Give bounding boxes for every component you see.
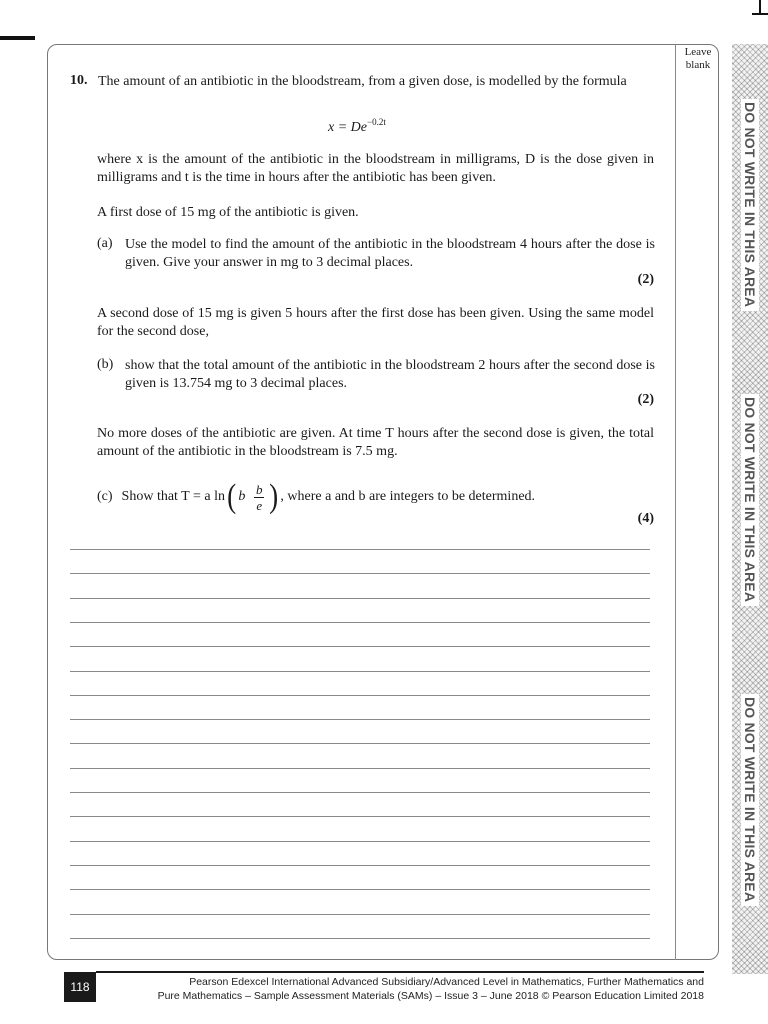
question-intro: The amount of an antibiotic in the bloodstream, from a given dose, is modelled by the formula (98, 74, 627, 89)
part-c-marks: (4) (637, 511, 654, 526)
leave-blank-column-divider (675, 44, 676, 960)
part-c-fraction (254, 482, 264, 513)
part-a-label: (a) (97, 236, 113, 251)
answer-line[interactable] (70, 768, 650, 769)
do-not-write-text: DO NOT WRITE IN THIS AREA (741, 694, 759, 905)
part-c-prefix: Show that T = a ln (121, 489, 225, 504)
answer-line[interactable] (70, 816, 650, 817)
do-not-write-banner (732, 697, 768, 903)
first-dose-text: A first dose of 15 mg of the antibiotic is given. (97, 205, 359, 220)
answer-line[interactable] (70, 573, 650, 574)
part-b-text: show that the total amount of the antibiotic in the bloodstream 2 hours after the second dose is given is 13.754 mg to 3 decimal places. (125, 358, 655, 391)
open-paren: ( (227, 478, 237, 515)
footer-rule (96, 971, 704, 973)
do-not-write-text: DO NOT WRITE IN THIS AREA (741, 99, 759, 310)
footer-line2: Pure Mathematics – Sample Assessment Materials (SAMs) – Issue 3 – June 2018 © Pearson Education Limited 2018 (157, 990, 704, 1002)
do-not-write-banner (732, 397, 768, 603)
page-edge-bar (0, 36, 35, 40)
answer-line[interactable] (70, 671, 650, 672)
answer-line[interactable] (70, 792, 650, 793)
question-number: 10. (70, 73, 88, 88)
close-paren: ) (269, 478, 279, 515)
footer-line1: Pearson Edexcel International Advanced Subsidiary/Advanced Level in Mathematics, Further Mathematics and (189, 976, 704, 988)
page-number: 118 (64, 972, 96, 1002)
part-c-b: b (238, 489, 246, 504)
answer-line[interactable] (70, 865, 650, 866)
answer-line[interactable] (70, 889, 650, 890)
answer-line[interactable] (70, 719, 650, 720)
part-c-line (97, 480, 535, 514)
part-a-text: Use the model to find the amount of the antibiotic in the bloodstream 4 hours after the dose is given. Give your answer in mg to 3 decimal places. (125, 237, 655, 270)
model-formula (328, 117, 386, 136)
part-c-suffix: , where a and b are integers to be determined. (280, 489, 536, 504)
formula-base: x = De (328, 120, 367, 135)
variable-definitions: where x is the amount of the antibiotic in the bloodstream in milligrams, D is the dose given in milligrams and t is the time in hours after the antibiotic has been given. (97, 152, 654, 185)
footer-text (100, 975, 704, 1003)
answer-line[interactable] (70, 841, 650, 842)
answer-line[interactable] (70, 695, 650, 696)
answer-line[interactable] (70, 646, 650, 647)
do-not-write-text: DO NOT WRITE IN THIS AREA (741, 394, 759, 605)
part-b-marks: (2) (637, 392, 654, 407)
answer-line[interactable] (70, 598, 650, 599)
no-more-doses-text: No more doses of the antibiotic are given. At time T hours after the second dose is given, the total amount of the antibiotic in the bloodstream is 7.5 mg. (97, 426, 654, 459)
answer-line[interactable] (70, 938, 650, 939)
leave-blank-line1: Leave (684, 46, 712, 58)
crop-mark (752, 13, 768, 15)
leave-blank-label (677, 46, 719, 72)
crop-mark (759, 0, 761, 14)
fraction-denominator: e (256, 497, 263, 513)
second-dose-text: A second dose of 15 mg is given 5 hours after the first dose has been given. Using the same model for the second dose, (97, 306, 654, 339)
answer-line[interactable] (70, 914, 650, 915)
answer-line[interactable] (70, 622, 650, 623)
do-not-write-banner (732, 102, 768, 308)
answer-line[interactable] (70, 743, 650, 744)
part-a-marks: (2) (637, 272, 654, 287)
part-c-label: (c) (97, 489, 113, 504)
formula-exponent: −0.2t (367, 117, 386, 127)
leave-blank-line2: blank (685, 59, 711, 71)
answer-line[interactable] (70, 549, 650, 550)
part-b-label: (b) (97, 357, 114, 372)
fraction-numerator: b (255, 481, 263, 497)
